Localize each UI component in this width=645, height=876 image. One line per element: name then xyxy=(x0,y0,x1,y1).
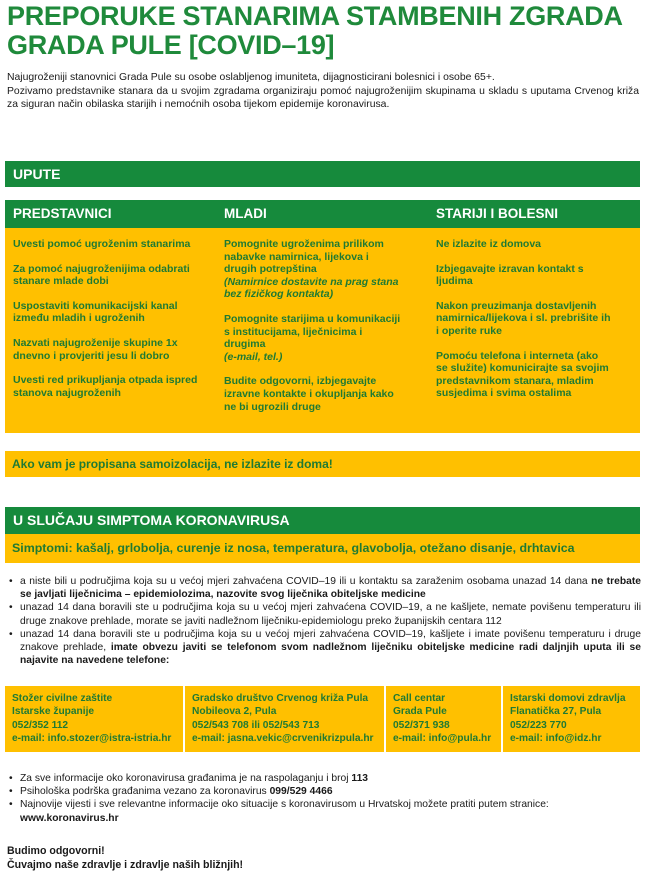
list-item: Uvesti red prikupljanja otpada ispred stanova najugroženih xyxy=(13,374,198,399)
bullet-bold: ne trebate se javljati liječnicima – epidemiolozima, nazovite svog liječnika obiteljske medicine xyxy=(20,576,641,601)
bullet-bold: 099/529 4466 xyxy=(269,786,333,798)
intro-paragraph-1: Najugroženiji stanovnici Grada Pule su osobe oslabljenog imuniteta, dijagnosticirani bolesnici i osobe 65+. xyxy=(7,72,495,83)
bullet-icon: • xyxy=(9,799,13,811)
list-item xyxy=(224,313,402,363)
page-title: PREPORUKE STANARIMA STAMBENIH ZGRADA GRADA PULE [COVID–19] xyxy=(7,1,623,60)
list-item: Uspostaviti komunikacijski kanal između mladih i ugroženih xyxy=(13,299,178,325)
contact-call-centar xyxy=(386,686,503,752)
info-bullets xyxy=(9,772,641,825)
closing-line-2: Čuvajmo naše zdravlje i zdravlje naših bližnjih! xyxy=(7,858,244,871)
contacts-panel xyxy=(5,686,640,752)
list-item: Izbjegavajte izravan kontakt s ljudima xyxy=(436,262,584,288)
bullet-icon: • xyxy=(9,602,13,614)
contact-email[interactable]: e-mail: jasna.vekic@crvenikrizpula.hr xyxy=(192,732,374,744)
list-item: Nakon preuzimanja dostavljenih namirnica/lijekova i sl. prebrišite ih i operite ruke xyxy=(436,299,611,337)
contact-subname: Grada Pule xyxy=(393,706,447,718)
bullet-text: Najnovije vijesti i sve relevantne informacije oko situacije s koronavirusom u Hrvatskoj možete pratiti putem stranice: xyxy=(20,799,549,811)
bullet-icon: • xyxy=(9,773,13,784)
bullet-text: a niste bili u područjima koja su u većoj mjeri zahvaćena COVID–19 ili u kontaktu sa zaraženim osobama unazad 14 dana xyxy=(20,576,592,587)
contact-crveni-kriz xyxy=(185,686,386,752)
list-item xyxy=(9,785,641,798)
contact-phone[interactable]: 052/223 770 xyxy=(510,719,567,731)
bullet-icon: • xyxy=(9,786,13,798)
list-item xyxy=(9,601,641,627)
column-header-predstavnici: PREDSTAVNICI xyxy=(13,206,112,221)
contact-phone[interactable]: 052/371 938 xyxy=(393,719,450,731)
list-item xyxy=(9,575,641,601)
column-stariji xyxy=(436,238,611,412)
contact-name: Call centar xyxy=(393,693,446,704)
bullet-bold: 113 xyxy=(351,773,369,784)
contact-phone[interactable]: 052/352 112 xyxy=(12,719,69,731)
contact-name: Istarski domovi zdravlja xyxy=(510,693,626,704)
bullet-text: Za sve informacije oko koronavirusa građanima je na raspolaganju i broj xyxy=(20,773,352,784)
list-item xyxy=(9,628,641,668)
symptoms-bullets xyxy=(9,575,641,667)
symptoms-heading: U SLUČAJU SIMPTOMA KORONAVIRUSA xyxy=(5,507,640,534)
contact-phone[interactable]: 052/543 708 ili 052/543 713 xyxy=(192,719,320,731)
list-item xyxy=(224,375,402,413)
item-text: Pomognite starijima u komunikaciji s institucijama, liječnicima i drugima xyxy=(224,312,401,351)
list-item xyxy=(224,238,402,301)
list-item: Ne izlazite iz domova xyxy=(436,238,542,250)
contact-email[interactable]: e-mail: info.stozer@istra-istria.hr xyxy=(12,732,172,744)
bullet-icon: • xyxy=(9,628,13,640)
bullet-text: unazad 14 dana boravili ste u područjima koja su u većoj mjeri zahvaćena COVID–19, kašljete i imate povišenu temperaturu i druge znakove prehlade, xyxy=(20,628,641,654)
self-isolation-notice: Ako vam je propisana samoizolacija, ne izlazite iz doma! xyxy=(5,451,640,477)
contact-subname: Istarske županije xyxy=(12,706,95,718)
upute-heading: UPUTE xyxy=(5,161,640,187)
bullet-text: unazad 14 dana boravili ste u područjima koja su u većoj mjeri zahvaćena COVID–19, a ne kašljete, nemate povišenu temperaturu ili druge znakove prehlade, morate se javiti nadležnom liječniku-epidemiologu preko županijskih centara 112 xyxy=(20,602,641,627)
contact-subname: Nobileova 2, Pula xyxy=(192,706,277,718)
column-header-mladi: MLADI xyxy=(224,206,267,221)
item-text: Budite odgovorni, izbjegavajte izravne kontakte i okupljanja kako ne bi ugrozili druge xyxy=(224,375,394,413)
contact-name: Stožer civilne zaštite xyxy=(12,693,113,704)
contact-subname: Flanatička 27, Pula xyxy=(510,706,602,718)
list-item: Pomoću telefona i interneta (ako se služite) komunicirajte sa svojim predstavnikom stanara, mladim susjedima i svima ostalima xyxy=(436,349,609,400)
item-note: (Namirnice dostavite na prag stana bez fizičkog kontakta) xyxy=(224,275,399,301)
list-item: Za pomoć najugroženijima odabrati stanare mlade dobi xyxy=(13,262,190,288)
contact-stozer xyxy=(5,686,185,752)
column-header-stariji: STARIJI I BOLESNI xyxy=(436,206,559,221)
bullet-bold: imate obvezu javiti se telefonom svom nadležnom liječniku obiteljske medicine radi daljnjih uputa ili se najavite na navedene telefone: xyxy=(20,642,641,667)
closing-line-1: Budimo odgovorni! xyxy=(7,845,105,857)
intro xyxy=(7,71,639,112)
item-text: Pomognite ugroženima prilikom nabavke namirnica, lijekova i drugih potrepština xyxy=(224,238,384,276)
intro-paragraph-2: Pozivamo predstavnike stanara da u svojim zgradama organiziraju pomoć najugroženijim skupinama u skladu s uputama Crvenog križa za siguran način obilaska starijih i nemoćnih osoba tijekom epidemije koronavirusa. xyxy=(7,85,639,110)
list-item xyxy=(9,772,641,785)
contact-domovi-zdravlja xyxy=(503,686,640,752)
contact-email[interactable]: e-mail: info@idz.hr xyxy=(510,732,602,744)
list-item: Uvesti pomoć ugroženim stanarima xyxy=(13,238,191,250)
list-item xyxy=(9,798,641,824)
column-mladi xyxy=(224,238,402,425)
contact-name: Gradsko društvo Crvenog križa Pula xyxy=(192,693,369,704)
website-link[interactable]: www.koronavirus.hr xyxy=(20,812,119,824)
symptoms-line: Simptomi: kašalj, grlobolja, curenje iz nosa, temperatura, glavobolja, otežano disanje, drhtavica xyxy=(5,534,640,563)
contact-email[interactable]: e-mail: info@pula.hr xyxy=(393,732,492,744)
bullet-text: Psihološka podrška građanima vezano za koronavirus xyxy=(20,786,270,798)
list-item: Nazvati najugroženije skupine 1x dnevno i provjeriti jesu li dobro xyxy=(13,336,178,362)
column-predstavnici xyxy=(13,238,205,411)
closing-message xyxy=(7,845,243,872)
item-note: (e-mail, tel.) xyxy=(224,350,283,363)
bullet-icon: • xyxy=(9,576,13,587)
